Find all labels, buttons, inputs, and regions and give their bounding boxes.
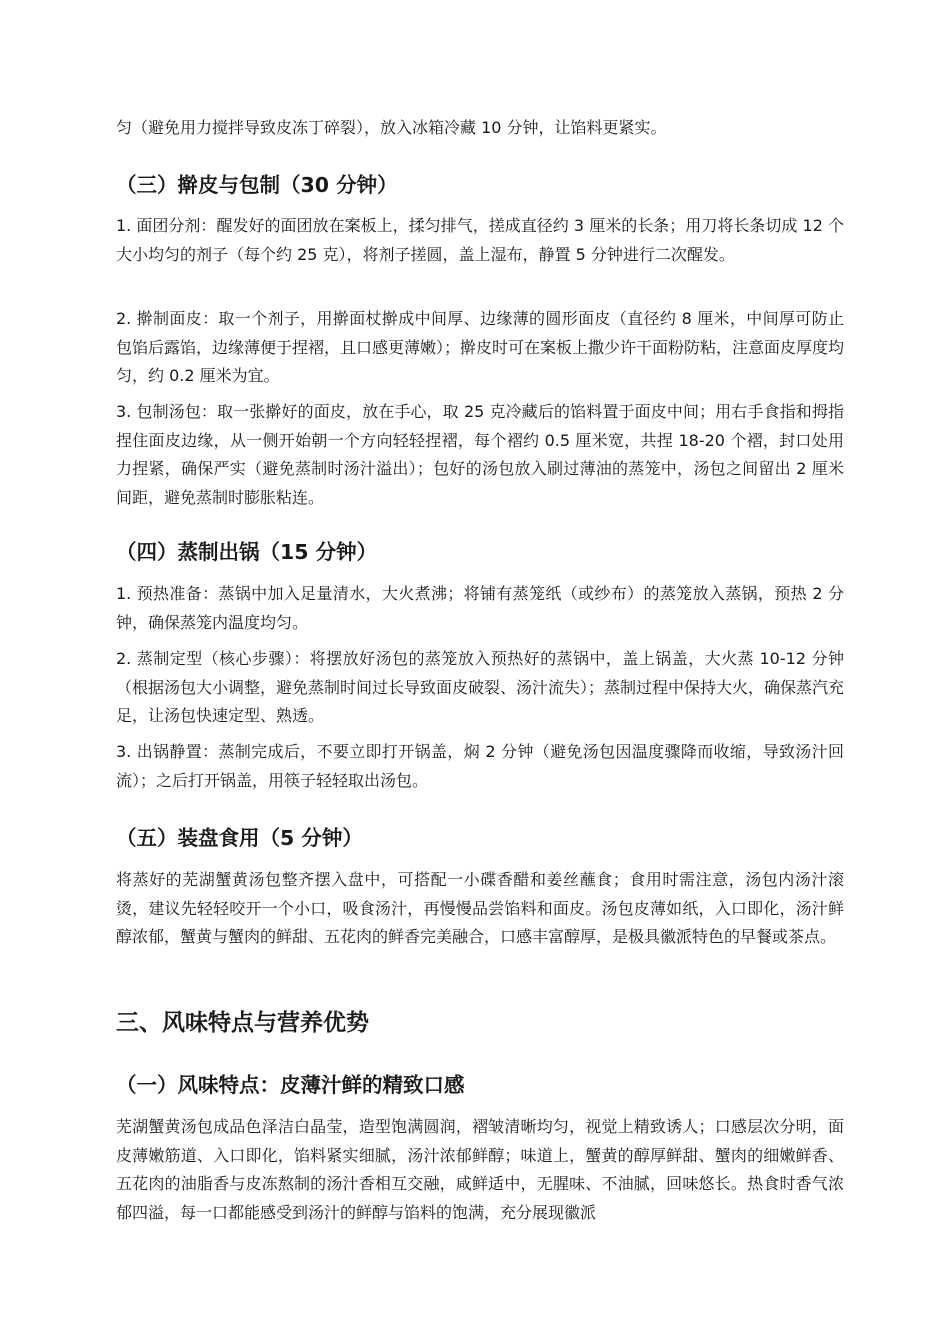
section-4-step-3: 3. 出锅静置：蒸制完成后，不要立即打开锅盖，焖 2 分钟（避免汤包因温度骤降而收缩，导致汤汁回流）；之后打开锅盖，用筷子轻轻取出汤包。	[116, 742, 844, 790]
section-4-step-1: 1. 预热准备：蒸锅中加入足量清水，大火煮沸；将铺有蒸笼纸（或纱布）的蒸笼放入蒸锅，预热 2 分钟，确保蒸笼内温度均匀。	[116, 584, 844, 632]
section-3-step-2: 2. 擀制面皮：取一个剂子，用擀面杖擀成中间厚、边缘薄的圆形面皮（直径约 8 厘米，中间厚可防止包馅后露馅，边缘薄便于捏褶，且口感更薄嫩）；擀皮时可在案板上撒少许干面粉防粘，注意面皮厚度均匀，约 0.2 厘米为宜。	[116, 309, 845, 385]
intro-continuation: 匀（避免用力搅拌导致皮冻丁碎裂），放入冰箱冷藏 10 分钟，让馅料更紧实。	[116, 118, 667, 137]
section-3-step-3: 3. 包制汤包：取一张擀好的面皮，放在手心，取 25 克冷藏后的馅料置于面皮中间；用右手食指和拇指捏住面皮边缘，从一侧开始朝一个方向轻轻捏褶，每个褶约 0.5 厘米宽，共捏 18-20 个褶，封口处用力捏紧，确保严实（避免蒸制时汤汁溢出）；包好的汤包放入刷过薄油的蒸笼中，汤包之间留出 2 厘米间距，避免蒸制时膨胀粘连。	[116, 402, 844, 507]
chapter-3-title: 三、风味特点与营养优势	[116, 1010, 369, 1036]
chapter-3-section-1-text: 芜湖蟹黄汤包成品色泽洁白晶莹，造型饱满圆润，褶皱清晰均匀，视觉上精致诱人；口感层次分明，面皮薄嫩筋道、入口即化，馅料紧实细腻，汤汁浓郁鲜醇；味道上，蟹黄的醇厚鲜甜、蟹肉的细嫩鲜香、五花肉的油脂香与皮冻熬制的汤汁香相互交融，咸鲜适中，无腥味、不油腻，回味悠长。热食时香气浓郁四溢，每一口都能感受到汤汁的鲜醇与馅料的饱满，充分展现徽派	[116, 1117, 844, 1222]
section-3-title: （三）擀皮与包制（30 分钟）	[116, 173, 398, 197]
section-4-title: （四）蒸制出锅（15 分钟）	[116, 540, 378, 564]
section-5-title: （五）装盘食用（5 分钟）	[116, 826, 363, 850]
section-3-step-1: 1. 面团分剂：醒发好的面团放在案板上，揉匀排气，搓成直径约 3 厘米的长条；用刀将长条切成 12 个大小均匀的剂子（每个约 25 克），将剂子搓圆，盖上湿布，静置 5 分钟进行二次醒发。	[116, 216, 844, 264]
chapter-3-section-1-title: （一）风味特点：皮薄汁鲜的精致口感	[116, 1073, 465, 1097]
section-4-step-2: 2. 蒸制定型（核心步骤）：将摆放好汤包的蒸笼放入预热好的蒸锅中，盖上锅盖，大火蒸 10-12 分钟（根据汤包大小调整，避免蒸制时间过长导致面皮破裂、汤汁流失）；蒸制过程中保持大火，确保蒸汽充足，让汤包快速定型、熟透。	[116, 649, 845, 725]
section-5-text: 将蒸好的芜湖蟹黄汤包整齐摆入盘中，可搭配一小碟香醋和姜丝蘸食；食用时需注意，汤包内汤汁滚烫，建议先轻轻咬开一个小口，吸食汤汁，再慢慢品尝馅料和面皮。汤包皮薄如纸，入口即化，汤汁鲜醇浓郁，蟹黄与蟹肉的鲜甜、五花肉的鲜香完美融合，口感丰富醇厚，是极具徽派特色的早餐或茶点。	[116, 870, 844, 946]
